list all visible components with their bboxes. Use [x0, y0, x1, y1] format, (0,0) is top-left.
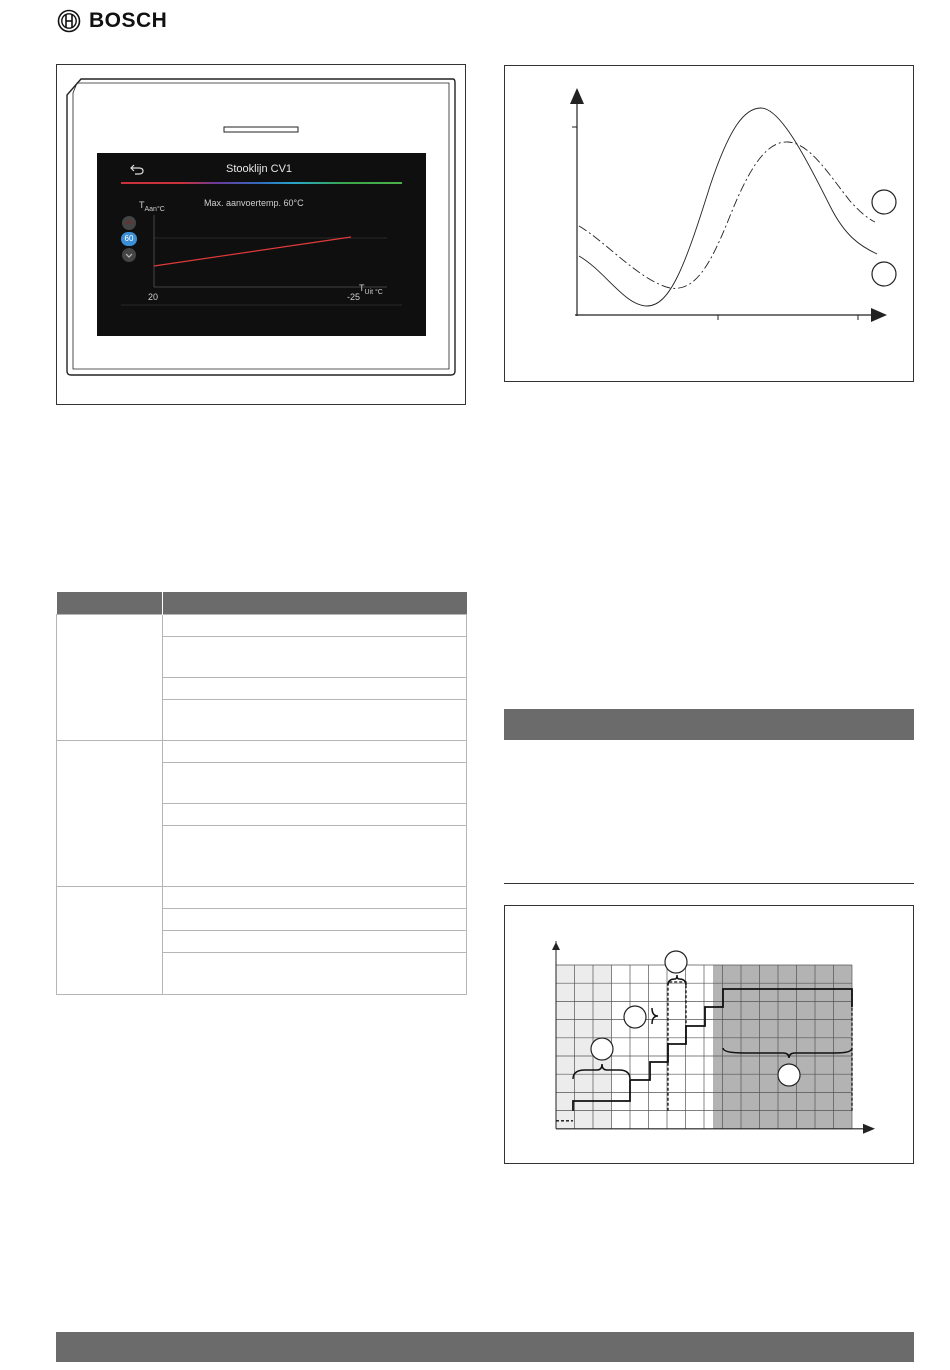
table-cell — [163, 887, 467, 909]
table-cell — [163, 637, 467, 678]
table-cell — [163, 678, 467, 700]
bosch-logo-icon — [57, 9, 81, 33]
solid-curve — [579, 108, 877, 306]
x-right-tick: -25 — [347, 292, 361, 302]
table-cell — [163, 615, 467, 637]
callout-circle-3 — [665, 951, 687, 973]
brace-2 — [652, 1008, 658, 1024]
brand-header — [57, 9, 167, 33]
display-screen — [97, 153, 426, 336]
display-title: Stooklijn CV1 — [226, 163, 293, 175]
table-group-label — [57, 741, 163, 887]
callout-circle-1 — [591, 1038, 613, 1060]
x-axis-label: $T_{Uit ^\circ C}$ — [359, 283, 383, 296]
table-cell — [163, 953, 467, 995]
callout-circle-2 — [624, 1006, 646, 1028]
heating-curve-plot — [97, 153, 426, 336]
x-axis-arrow — [871, 308, 887, 322]
table-group-label — [57, 887, 163, 995]
table-cell — [163, 826, 467, 887]
table-cell — [163, 804, 467, 826]
table-row — [57, 741, 467, 763]
brand-name: BOSCH — [89, 9, 168, 32]
curve-figure — [504, 65, 914, 382]
table-cell — [163, 700, 467, 741]
table-row — [57, 887, 467, 909]
callout-circle-2 — [872, 262, 896, 286]
curve-diagram — [505, 66, 913, 381]
section-divider — [504, 883, 914, 884]
heating-curve-line — [154, 237, 351, 266]
controller-figure — [56, 64, 466, 405]
table-cell — [163, 763, 467, 804]
table-header-cell — [163, 592, 467, 615]
data-table-container — [56, 592, 467, 995]
callout-circle-4 — [778, 1064, 800, 1086]
table-header-row — [57, 592, 467, 615]
table-cell — [163, 931, 467, 953]
dashdot-curve — [579, 142, 875, 288]
y-axis-arrow — [552, 942, 560, 950]
y-axis-arrow — [570, 88, 584, 104]
footer-bar — [56, 1332, 914, 1362]
step-grid-diagram — [505, 906, 913, 1163]
table-group-label — [57, 615, 163, 741]
step-grid-figure — [504, 905, 914, 1164]
data-table — [56, 592, 467, 995]
table-cell — [163, 741, 467, 763]
section-header-bar — [504, 709, 914, 740]
y-axis-label: $T_{Aan^\circ C}$ — [139, 200, 165, 213]
value-badge[interactable]: 60 — [121, 232, 137, 246]
x-axis-arrow — [863, 1124, 875, 1134]
table-header-cell — [57, 592, 163, 615]
table-cell — [163, 909, 467, 931]
table-row — [57, 615, 467, 637]
max-temp-label: Max. aanvoertemp. 60°C — [204, 198, 304, 208]
x-left-tick: 20 — [148, 292, 159, 302]
callout-circle-1 — [872, 190, 896, 214]
